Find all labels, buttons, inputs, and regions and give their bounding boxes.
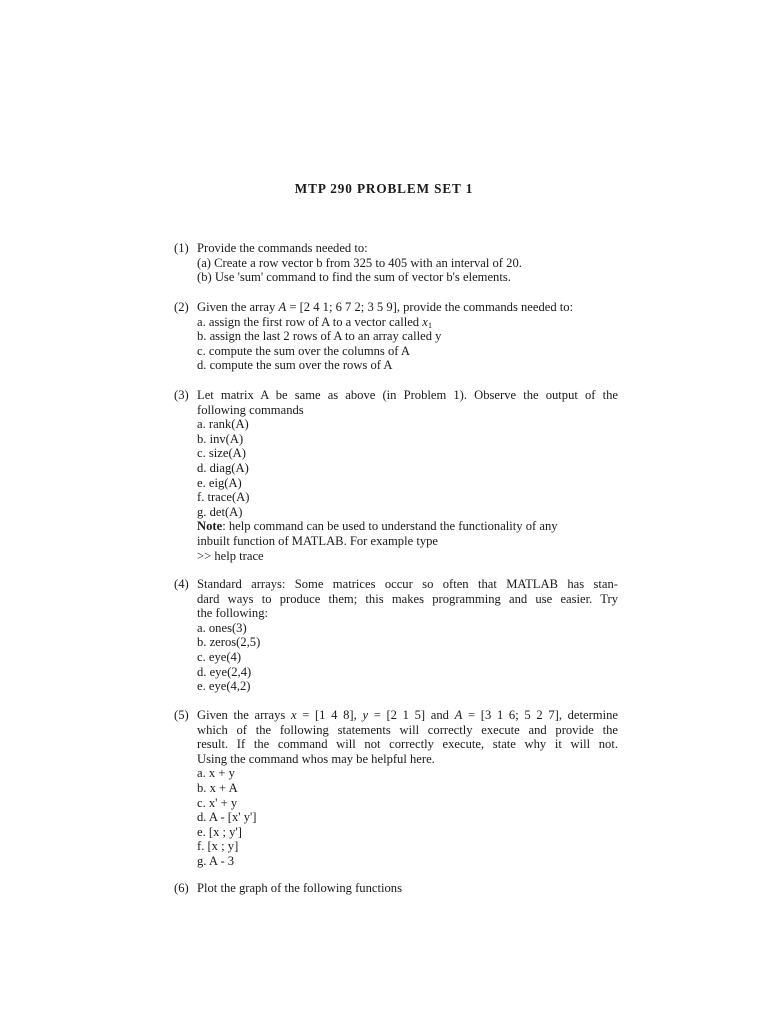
problem-text: which of the following statements will correctly execute and provide the: [197, 722, 618, 737]
list-item: c. size(A): [197, 446, 246, 461]
list-item: g. A - 3: [197, 853, 235, 868]
problem-number: (6): [174, 881, 189, 895]
problem-text: b. assign the last 2 rows of A to an array called y: [197, 329, 442, 344]
problem-text: result. If the command will not correctly execute, state why it will not.: [197, 737, 618, 752]
problem-text: dard ways to produce them; this makes programming and use easier. Try: [197, 591, 618, 606]
problem-number: (2): [174, 300, 189, 314]
problem-text: following commands: [197, 402, 304, 417]
problem-text: Let matrix A be same as above (in Problem 1). Observe the output of the: [197, 388, 618, 402]
problem-text: Standard arrays: Some matrices occur so often that MATLAB has stan-: [197, 577, 618, 591]
note-text: inbuilt function of MATLAB. For example type: [197, 533, 438, 548]
list-item: a. x + y: [197, 766, 235, 781]
list-item: b. inv(A): [197, 431, 244, 446]
list-item: e. eye(4,2): [197, 679, 251, 694]
note-text: Note: help command can be used to understand the functionality of any: [197, 519, 558, 534]
list-item: f. [x ; y]: [197, 839, 239, 854]
problem-number: (4): [174, 577, 189, 591]
problem-text: (a) Create a row vector b from 325 to 405 with an interval of 20.: [197, 255, 522, 270]
list-item: b. zeros(2,5): [197, 635, 261, 650]
problem-text: Given the arrays x = [1 4 8], y = [2 1 5] and A = [3 1 6; 5 2 7], determine: [197, 708, 618, 722]
problem-number: (3): [174, 388, 189, 402]
list-item: f. trace(A): [197, 490, 250, 505]
list-item: c. eye(4): [197, 649, 242, 664]
problem-text: d. compute the sum over the rows of A: [197, 358, 393, 373]
problem-text: the following:: [197, 606, 269, 621]
problem-text: Provide the commands needed to:: [197, 241, 368, 255]
problem-text: Using the command whos may be helpful here.: [197, 751, 435, 766]
problem-text: c. compute the sum over the columns of A: [197, 343, 410, 358]
note-label: Note: [197, 519, 223, 534]
problem-text: a. assign the first row of A to a vector called $x_1$: [197, 314, 433, 330]
list-item: g. det(A): [197, 504, 243, 519]
list-item: d. A - [x' y']: [197, 810, 257, 825]
list-item: d. diag(A): [197, 460, 249, 475]
page-title: MTP 290 PROBLEM SET 1: [294, 181, 474, 196]
list-item: e. eig(A): [197, 475, 242, 490]
list-item: c. x' + y: [197, 795, 238, 810]
list-item: a. rank(A): [197, 417, 249, 432]
problem-number: (1): [174, 241, 189, 255]
list-item: e. [x ; y']: [197, 824, 242, 839]
list-item: a. ones(3): [197, 620, 247, 635]
list-item: d. eye(2,4): [197, 664, 252, 679]
problem-text: (b) Use 'sum' command to find the sum of vector b's elements.: [197, 270, 511, 285]
problem-text: Given the array A = [2 4 1; 6 7 2; 3 5 9], provide the commands needed to:: [197, 300, 574, 314]
note-text: >> help trace: [197, 548, 264, 563]
problem-number: (5): [174, 708, 189, 722]
problem-text: Plot the graph of the following functions: [197, 881, 402, 895]
list-item: b. x + A: [197, 780, 238, 795]
